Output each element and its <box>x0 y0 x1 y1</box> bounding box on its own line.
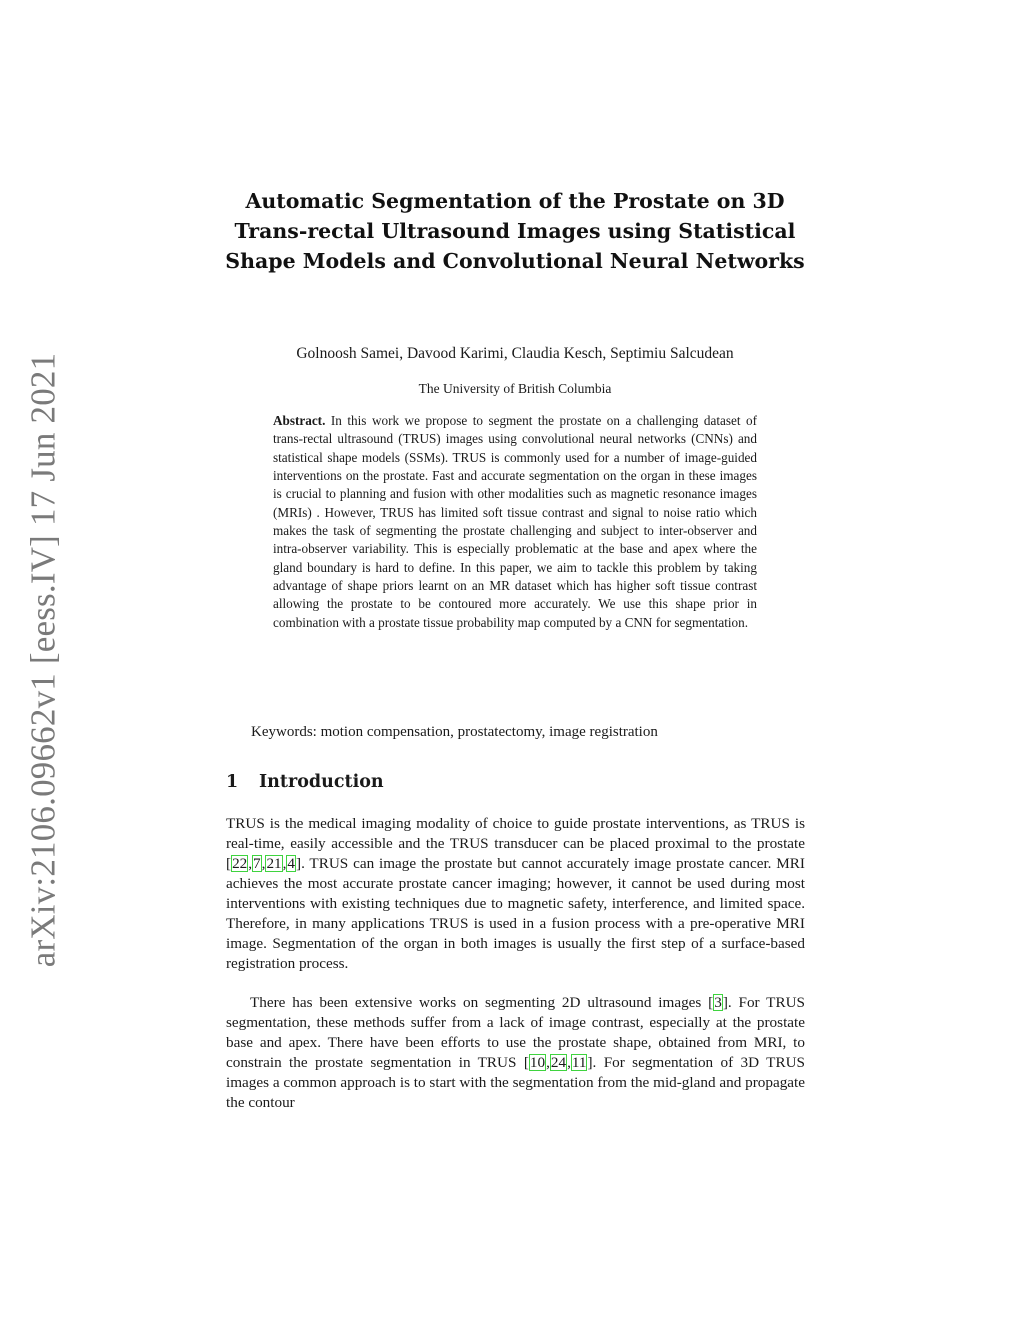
citation-separator: , <box>261 854 266 872</box>
paragraph-text: There has been extensive works on segmenting 2D ultrasound images [ <box>250 994 714 1011</box>
paragraph-text: ]. For segmentation of 3D TRUS images a common approach is to start with the segmentation from the mid-gland and propagate the contour <box>226 1053 805 1111</box>
affiliation: The University of British Columbia <box>418 381 612 396</box>
citation-separator: , <box>282 854 287 872</box>
citation-separator: , <box>546 1053 550 1071</box>
citation-separator: , <box>567 1053 571 1071</box>
keywords: Keywords: motion compensation, prostatectomy, image registration <box>251 724 658 740</box>
paper-title: Automatic Segmentation of the Prostate on 3D Trans-rectal Ultrasound Images using Statistical Shape Models and Convolutional Neural Networks <box>225 189 805 273</box>
citation-link[interactable]: 21 <box>266 854 282 872</box>
paragraph-text: ]. TRUS can image the prostate but cannot accurately image prostate cancer. MRI achieves the most accurate prostate cancer imaging; however, it cannot be used during most interventions with existing techniques due to magnetic safety, interference, and limited space. Therefore, in many applications TRUS is used in a fusion process with a pre-operative MRI image. Segmentation of the organ in both images is usually the first step of a surface-based registration process. <box>226 854 805 972</box>
citation-link[interactable]: 4 <box>287 854 296 872</box>
section-number: 1 <box>226 772 239 792</box>
arxiv-identifier-stamp <box>15 352 71 968</box>
abstract-label: Abstract. <box>273 413 326 428</box>
author-list: Golnoosh Samei, Davood Karimi, Claudia Kesch, Septimiu Salcudean <box>296 345 734 362</box>
citation-link[interactable]: 10 <box>529 1053 546 1071</box>
paragraph-text: ]. For TRUS segmentation, these methods suffer from a lack of image contrast, especially at the prostate base and apex. There have been efforts to use the prostate shape, obtained from MRI, to constrain the prostate segmentation in TRUS [ <box>226 994 806 1071</box>
intro-paragraph-1 <box>226 814 805 974</box>
paragraph-text: TRUS is the medical imaging modality of choice to guide prostate interventions, as TRUS is real-time, easily accessible and the TRUS transducer can be placed proximal to the prostate [ <box>226 815 805 872</box>
abstract <box>273 412 757 632</box>
intro-paragraph-2 <box>226 993 805 1113</box>
citation-link[interactable]: 7 <box>253 854 261 872</box>
citation-link[interactable]: 11 <box>571 1053 587 1071</box>
arxiv-identifier-text: arXiv:2106.09662v1 [eess.IV] 17 Jun 2021 <box>23 352 62 968</box>
section-heading <box>226 770 384 794</box>
citation-link[interactable]: 24 <box>550 1053 567 1071</box>
citation-link[interactable]: 22 <box>232 854 248 872</box>
citation-link[interactable]: 3 <box>714 994 722 1011</box>
section-title: Introduction <box>259 772 384 792</box>
abstract-text: In this work we propose to segment the prostate on a challenging dataset of trans-rectal ultrasound (TRUS) images using convolutional neural networks (CNNs) and statistical shape models (SSMs). TRUS is commonly used for a number of image-guided interventions on the prostate. Fast and accurate segmentation on the organ in these images is crucial to planning and fusion with other modalities such as magnetic resonance images (MRIs) . However, TRUS has limited soft tissue contrast and signal to noise ratio which makes the task of segmenting the prostate challenging and subject to inter-observer and intra-observer variability. This is especially problematic at the base and apex where the gland boundary is hard to define. In this paper, we aim to tackle this problem by taking advantage of shape priors learnt on an MR dataset which has higher soft tissue contrast allowing the prostate to be contoured more accurately. We use this shape prior in combination with a prostate tissue probability map computed by a CNN for segmentation. <box>273 413 757 630</box>
citation-separator: , <box>248 854 253 872</box>
